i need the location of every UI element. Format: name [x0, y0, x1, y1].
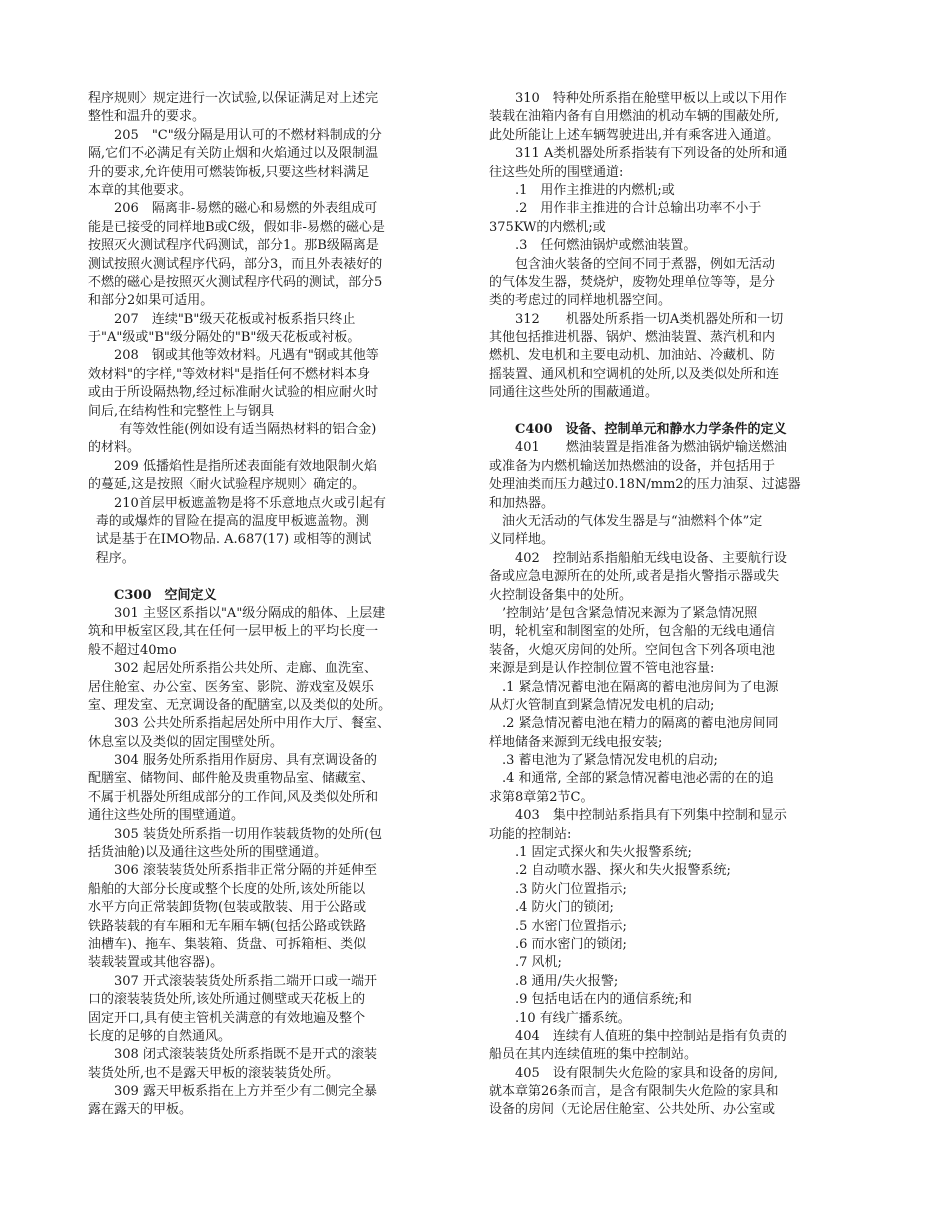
- text-line: 试是基于在IMO物品. A.687(17) 或相等的测试: [95, 532, 372, 548]
- text-line: .3 蓄电池为了紧急情况发电机的启动;: [502, 753, 718, 769]
- text-line: 程序。: [95, 550, 135, 566]
- text-line: 403 集中控制站系指具有下列集中控制和显示: [515, 808, 787, 824]
- text-line: .5 水密门位置指示;: [515, 918, 627, 934]
- text-line: 205 "C"级分隔是用认可的不燃材料制成的分: [114, 127, 382, 143]
- text-line: 类的考虑过的同样地机器空间。: [489, 293, 672, 309]
- left-column: [88, 90, 466, 1120]
- text-line: 304 服务处所系指用作厨房、具有烹调设备的: [114, 753, 377, 769]
- text-line: 的蔓延,这是按照〈耐火试验程序规则〉确定的。: [88, 477, 366, 493]
- section-heading: C300 空间定义: [114, 587, 217, 603]
- text-line: 305 装货处所系指一切用作装载货物的处所(包: [114, 826, 383, 842]
- text-line: ’控制站’是包含紧急情况来源为了紧急情况照: [502, 605, 758, 621]
- text-line: 303 公共处所系指起居处所中用作大厅、餐室、: [114, 716, 390, 732]
- text-line: .3 防火门位置指示;: [515, 881, 627, 897]
- text-line: 有等效性能(例如设有适当隔热材料的铝合金): [119, 422, 377, 438]
- text-line: 明，轮机室和制图室的处所，包含船的无线电通信: [489, 624, 776, 640]
- text-line: 整性和温升的要求。: [88, 109, 206, 125]
- text-line: 308 闭式滚装装货处所系指既不是开式的滚装: [114, 1047, 377, 1063]
- text-line: 长度的足够的自然通风。: [88, 1028, 232, 1044]
- section-heading: C400 设备、控制单元和静水力学条件的定义: [515, 422, 787, 438]
- text-line: 程序规则〉规定进行一次试验,以保证满足对上述完: [88, 91, 379, 106]
- text-line: 船员在其内连续值班的集中控制站。: [489, 1047, 698, 1063]
- text-line: .2 用作非主推进的合计总输出功率不小于: [515, 201, 762, 217]
- text-line: 效材料"的字样,"等效材料"是指任何不燃材料本身: [88, 366, 371, 382]
- text-line: 和部分2如果可适用。: [88, 293, 214, 309]
- blank-line: [88, 568, 466, 586]
- text-line: 油槽车)、拖车、集装箱、货盘、可拆箱柜、类似: [88, 936, 367, 952]
- text-line: 升的要求,允许使用可燃装饰板,只要这些材料满足: [88, 164, 370, 180]
- text-line: 按照灭火测试程序代码测试，部分1。那B级隔离是: [88, 238, 379, 254]
- text-line: 居住舱室、办公室、医务室、影院、游戏室及娱乐: [88, 679, 375, 695]
- text-line: 402 控制站系指船舶无线电设备、主要航行设: [515, 550, 787, 566]
- text-line: 测试按照火测试程序代码，部分3，而且外表裱好的: [88, 256, 383, 272]
- text-line: 间后,在结构性和完整性上与钢具: [88, 403, 275, 419]
- text-line: 油火无活动的气体发生器是与“油燃料个体”定: [502, 513, 763, 529]
- text-line: .4 防火门的锁闭;: [515, 900, 614, 916]
- text-line: 装货处所,也不是露天甲板的滚装装货处所。: [88, 1065, 340, 1081]
- text-line: 船舶的大部分长度或整个长度的处所,该处所能以: [88, 881, 366, 897]
- text-line: 火控制设备集中的处所。: [489, 587, 633, 603]
- text-line: .3 任何燃油锅炉或燃油装置。: [515, 238, 697, 254]
- text-line: 露在露天的甲板。: [88, 1102, 193, 1118]
- text-line: 不燃的磁心是按照灭火测试程序代码的测试，部分5: [88, 274, 383, 290]
- text-line: 括货油舱)以及通往这些处所的围壁通道。: [88, 845, 328, 861]
- text-line: 往这些处所的围壁通道:: [489, 164, 624, 180]
- text-line: 包含油火装备的空间不同于煮器，例如无活动: [515, 256, 776, 272]
- text-line: 375KW的内燃机;或: [489, 219, 606, 235]
- text-line: .1 紧急情况蓄电池在隔离的蓄电池房间为了电源: [502, 679, 779, 695]
- text-line: 样地储备来源到无线电报安装;: [489, 734, 663, 750]
- text-line: 处理油类而压力越过0.18N/mm2的压力油泵、过滤器: [489, 477, 801, 493]
- text-line: 的材料。: [88, 440, 141, 456]
- text-line: 本章的其他要求。: [88, 182, 193, 198]
- text-line: 铁路装载的有车厢和无车厢车辆(包括公路或铁路: [88, 918, 367, 934]
- text-line: 不属于机器处所组成部分的工作间,风及类似处所和: [88, 789, 379, 805]
- text-line: 装载装置或其他容器)。: [88, 955, 224, 971]
- text-line: 通往这些处所的围壁通道。: [88, 808, 245, 824]
- text-line: 来源是到是认作控制位置不管电池容量:: [489, 661, 715, 677]
- text-line: 般不超过40mo: [88, 642, 177, 658]
- text-line: 休息室以及类似的固定围壁处所。: [88, 734, 284, 750]
- text-line: 309 露天甲板系指在上方并至少有二侧完全暴: [114, 1084, 377, 1100]
- text-line: 401 燃油装置是指准备为燃油锅炉输送燃油: [515, 440, 787, 456]
- text-line: 能是已接受的同样地B或C级，假如非-易燃的磁心是: [88, 219, 385, 235]
- text-line: 310 特种处所系指在舱壁甲板以上或以下用作: [515, 91, 787, 106]
- text-line: 筑和甲板室区段,其在任何一层甲板上的平均长度一: [88, 624, 379, 640]
- text-line: 配膳室、储物间、邮件舱及贵重物品室、储藏室、: [88, 771, 375, 787]
- text-line: 隔,它们不必满足有关防止烟和火焰通过以及限制温: [88, 146, 379, 162]
- text-line: .8 通用/失火报警;: [515, 973, 619, 989]
- text-line: .7 风机;: [515, 955, 562, 971]
- text-line: 307 开式滚装装货处所系指二端开口或一端开: [114, 973, 377, 989]
- text-line: 口的滚装装货处所,该处所通过侧壁或天花板上的: [88, 992, 366, 1008]
- text-line: 其他包括推进机器、锅炉、燃油装置、蒸汽机和内: [489, 330, 776, 346]
- text-line: 备或应急电源所在的处所,或者是指火警指示器或失: [489, 569, 780, 585]
- text-line: 室、理发室、无烹调设备的配膳室,以及类似的处所。: [88, 697, 392, 713]
- text-line: 求第8章第2节C。: [489, 789, 594, 805]
- text-line: 义同样地。: [489, 532, 555, 548]
- text-line: 或由于所设隔热物,经过标准耐火试验的相应耐火时: [88, 385, 379, 401]
- text-line: 水平方向正常装卸货物(包装或散装、用于公路或: [88, 900, 367, 916]
- text-line: 就本章第26条而言，是含有限制失火危险的家具和: [489, 1084, 779, 1100]
- text-line: 209 低播焰性是指所述表面能有效地限制火焰: [114, 458, 377, 474]
- text-line: 摇装置、通风机和空调机的处所,以及类似处所和连: [489, 366, 780, 382]
- text-line: 从灯火管制直到紧急情况发电机的启动;: [489, 697, 715, 713]
- text-line: 此处所能让上述车辆驾驶进出,并有乘客进入通道。: [489, 127, 780, 143]
- text-line: .1 固定式探火和失火报警系统;: [515, 845, 692, 861]
- text-line: 311 A类机器处所系指装有下列设备的处所和通: [515, 146, 788, 162]
- text-line: .1 用作主推进的内燃机;或: [515, 182, 675, 198]
- text-line: 燃机、发电机和主要电动机、加油站、冷藏机、防: [489, 348, 776, 364]
- text-line: 于"A"级或"B"级分隔处的"B"级天花板或衬板。: [88, 330, 361, 346]
- text-line: .4 和通常, 全部的紧急情况蓄电池必需的在的追: [502, 771, 774, 787]
- text-line: 302 起居处所系指公共处所、走廊、血洗室、: [114, 661, 377, 677]
- text-line: 功能的控制站:: [489, 826, 572, 842]
- text-line: 312 机器处所系指一切A类机器处所和一切: [515, 311, 784, 327]
- text-line: 301 主竖区系指以"A"级分隔成的船体、上层建: [114, 605, 386, 621]
- text-line: .6 而水密门的锁闭;: [515, 936, 627, 952]
- text-line: 306 滚装装货处所系指非正常分隔的并延伸至: [114, 863, 377, 879]
- text-line: 和加热器。: [489, 495, 555, 511]
- text-line: 毒的或爆炸的冒险在提高的温度甲板遮盖物。测: [95, 513, 369, 529]
- text-line: .2 自动喷水器、探火和失火报警系统;: [515, 863, 731, 879]
- text-line: 固定开口,具有使主管机关满意的有效地遍及整个: [88, 1010, 366, 1026]
- right-column: [489, 90, 864, 1120]
- text-line: 设备的房间（无论居住舱室、公共处所、办公室或: [489, 1102, 776, 1118]
- text-line: 207 连续"B"级天花板或衬板系指只终止: [114, 311, 356, 327]
- text-line: 208 钢或其他等效材料。凡遇有"钢或其他等: [114, 348, 379, 364]
- text-line: 的气体发生器，焚烧炉，废物处理单位等等，是分: [489, 274, 776, 290]
- text-line: 210首层甲板遮盖物是将不乐意地点火或引起有: [114, 495, 386, 511]
- text-line: 装载在油箱内备有自用燃油的机动车辆的围蔽处所,: [489, 109, 780, 125]
- text-line: 同通往这些处所的围蔽通道。: [489, 385, 659, 401]
- blank-line: [489, 403, 864, 421]
- text-line: 404 连续有人值班的集中控制站是指有负责的: [515, 1028, 787, 1044]
- text-line: 206 隔离非-易燃的磁心和易燃的外表组成可: [114, 201, 378, 217]
- text-line: 405 设有限制失火危险的家具和设备的房间,: [515, 1065, 778, 1081]
- text-line: .9 包括电话在内的通信系统;和: [515, 992, 692, 1008]
- text-line: .2 紧急情况蓄电池在精力的隔离的蓄电池房间同: [502, 716, 779, 732]
- text-line: .10 有线广播系统。: [515, 1010, 631, 1026]
- text-line: 装备，火熄灭房间的处所。空间包含下列各项电池: [489, 642, 776, 658]
- text-line: 或准备为内燃机输送加热燃油的设备，并包括用于: [489, 458, 776, 474]
